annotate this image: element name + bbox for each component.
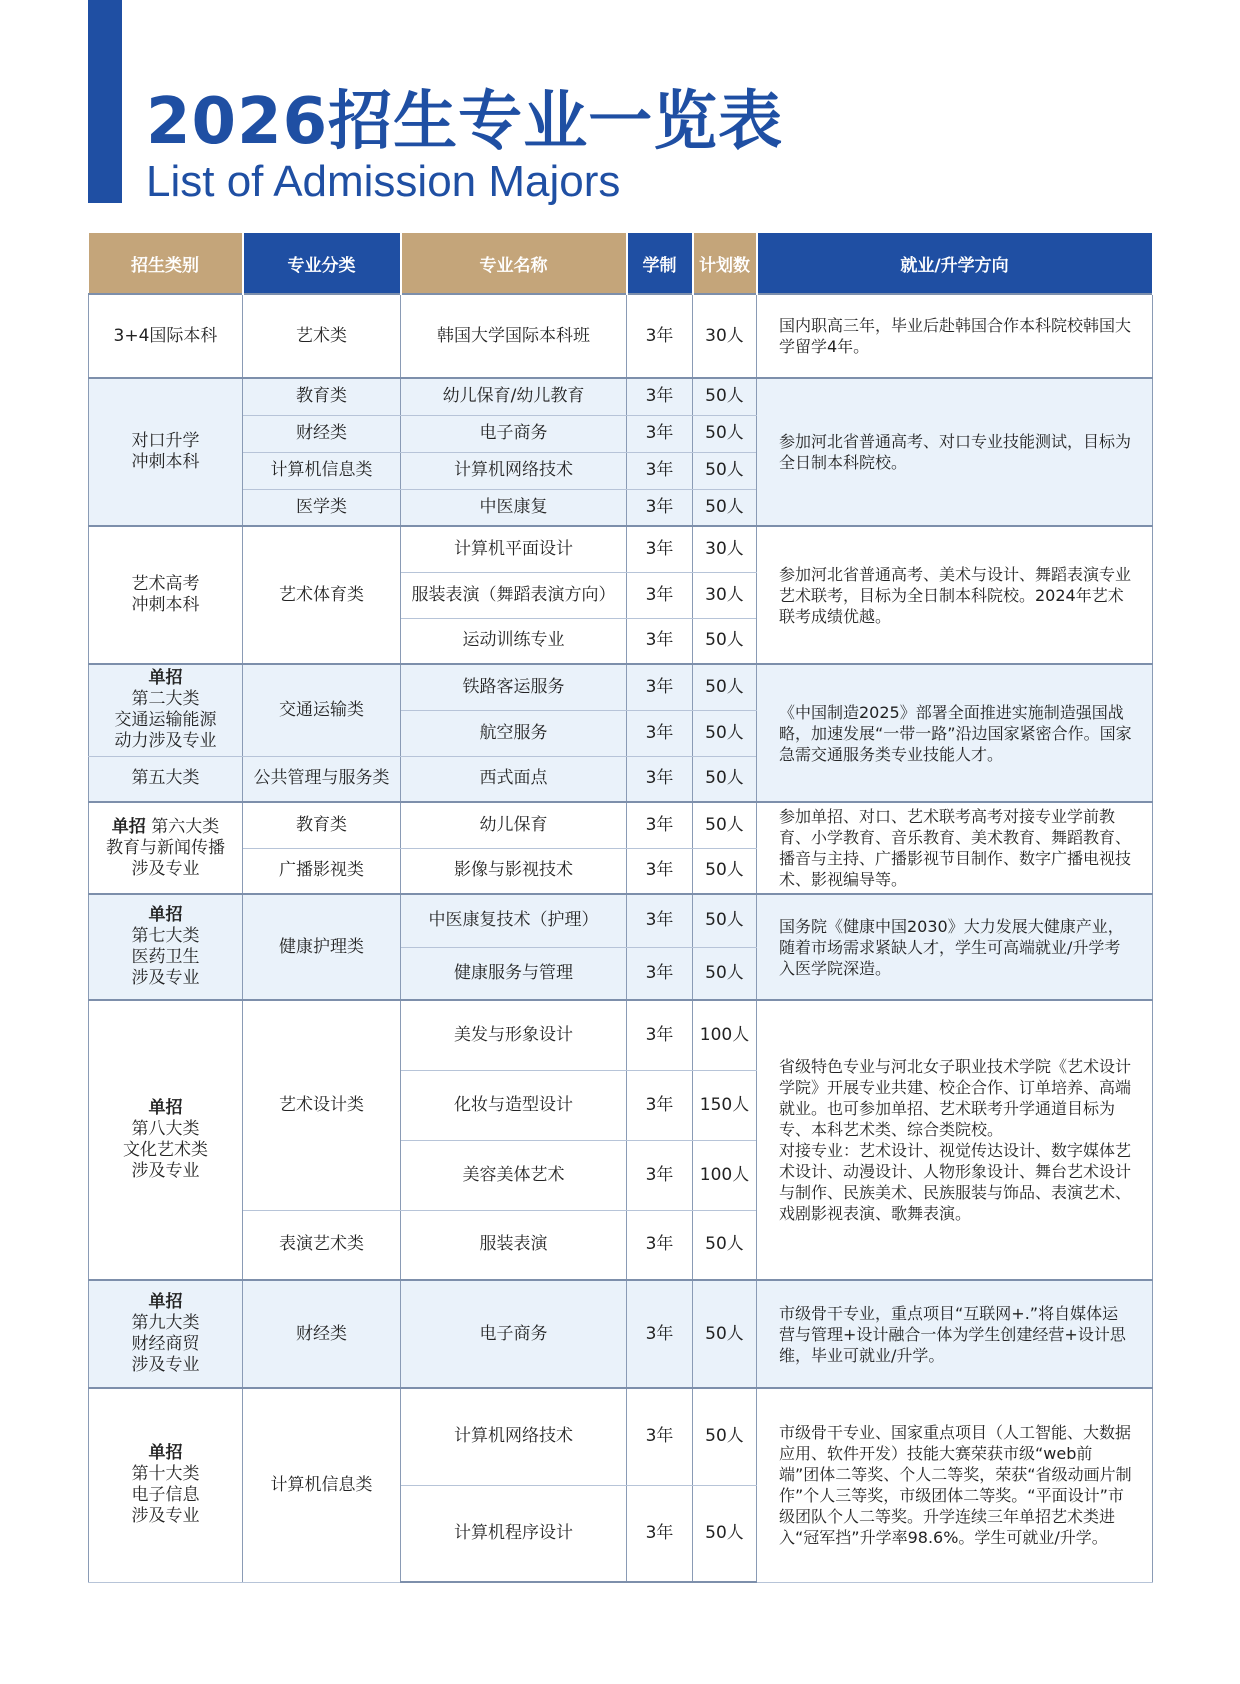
class-cell: 公共管理与服务类 <box>243 756 401 802</box>
header-category: 招生类别 <box>89 233 243 294</box>
category-text: 涉及专业 <box>131 1161 200 1181</box>
plan-cell: 50人 <box>693 802 757 848</box>
class-cell: 计算机信息类 <box>243 1388 401 1582</box>
class-cell: 教育类 <box>243 378 401 415</box>
header-classification: 专业分类 <box>243 233 401 294</box>
category-text: 对口升学 <box>131 431 200 451</box>
category-text: 冲刺本科 <box>131 452 200 472</box>
category-cell <box>89 664 243 756</box>
table-row <box>89 802 1153 848</box>
major-name-cell: 电子商务 <box>401 415 627 452</box>
plan-cell: 50人 <box>693 710 757 756</box>
category-text: 涉及专业 <box>131 968 200 988</box>
category-cell <box>89 894 243 1000</box>
major-name-cell: 韩国大学国际本科班 <box>401 294 627 378</box>
category-text: 第十大类 <box>131 1464 200 1485</box>
table-row <box>89 1388 1153 1485</box>
plan-cell: 50人 <box>693 894 757 947</box>
class-cell: 艺术设计类 <box>243 1000 401 1210</box>
table-header-row <box>89 233 1153 294</box>
class-cell: 财经类 <box>243 1280 401 1388</box>
plan-cell: 30人 <box>693 526 757 572</box>
duration-cell: 3年 <box>627 526 693 572</box>
plan-cell: 50人 <box>693 1210 757 1280</box>
plan-cell: 50人 <box>693 452 757 489</box>
header-duration: 学制 <box>627 233 693 294</box>
category-cell <box>89 294 243 378</box>
plan-cell: 50人 <box>693 1388 757 1485</box>
major-name-cell: 幼儿保育 <box>401 802 627 848</box>
header-plan: 计划数 <box>693 233 757 294</box>
duration-cell: 3年 <box>627 1210 693 1280</box>
table-row <box>89 664 1153 710</box>
category-text: 医药卫生 <box>131 947 200 967</box>
page-title: 2026招生专业一览表 <box>146 85 784 159</box>
duration-cell: 3年 <box>627 756 693 802</box>
category-text: 动力涉及专业 <box>114 731 217 752</box>
duration-cell: 3年 <box>627 415 693 452</box>
plan-cell: 150人 <box>693 1070 757 1140</box>
direction-cell: 参加河北省普通高考、对口专业技能测试，目标为全日制本科院校。 <box>757 378 1153 526</box>
category-text: 3+4国际本科 <box>113 325 218 346</box>
category-tag: 单招 <box>148 905 183 925</box>
duration-cell: 3年 <box>627 947 693 1000</box>
major-name-cell: 化妆与造型设计 <box>401 1070 627 1140</box>
category-tag: 单招 <box>148 1443 183 1464</box>
class-cell: 广播影视类 <box>243 848 401 894</box>
direction-cell: 国务院《健康中国2030》大力发展大健康产业，随着市场需求紧缺人才，学生可高端就业/升学考入医学院深造。 <box>757 894 1153 1000</box>
admission-majors-table <box>88 233 1154 1583</box>
major-name-cell: 美发与形象设计 <box>401 1000 627 1070</box>
major-name-cell: 计算机平面设计 <box>401 526 627 572</box>
category-cell <box>89 526 243 664</box>
major-name-cell: 西式面点 <box>401 756 627 802</box>
category-cell <box>89 378 243 526</box>
category-tag: 单招 <box>148 1292 183 1312</box>
category-text: 第九大类 <box>131 1313 200 1333</box>
class-cell: 表演艺术类 <box>243 1210 401 1280</box>
major-name-cell: 计算机程序设计 <box>401 1485 627 1582</box>
category-text: 涉及专业 <box>131 1355 200 1375</box>
duration-cell: 3年 <box>627 572 693 618</box>
category-tag: 单招 <box>148 1098 183 1118</box>
class-cell: 医学类 <box>243 489 401 526</box>
plan-cell: 50人 <box>693 1485 757 1582</box>
major-name-cell: 计算机网络技术 <box>401 1388 627 1485</box>
plan-cell: 50人 <box>693 848 757 894</box>
duration-cell: 3年 <box>627 378 693 415</box>
class-cell: 交通运输类 <box>243 664 401 756</box>
duration-cell: 3年 <box>627 710 693 756</box>
table-row <box>89 378 1153 415</box>
category-text: 冲刺本科 <box>131 595 200 615</box>
direction-cell: 国内职高三年，毕业后赴韩国合作本科院校韩国大学留学4年。 <box>757 294 1153 378</box>
class-cell: 财经类 <box>243 415 401 452</box>
class-cell: 艺术类 <box>243 294 401 378</box>
plan-cell: 100人 <box>693 1140 757 1210</box>
direction-cell: 市级骨干专业，重点项目“互联网+.”将自媒体运营与管理+设计融合一体为学生创建经营+设计思维，毕业可就业/升学。 <box>757 1280 1153 1388</box>
major-name-cell: 影像与影视技术 <box>401 848 627 894</box>
plan-cell: 50人 <box>693 756 757 802</box>
major-name-cell: 服装表演 <box>401 1210 627 1280</box>
duration-cell: 3年 <box>627 894 693 947</box>
category-tag: 单招 <box>148 668 183 689</box>
category-text: 文化艺术类 <box>123 1140 208 1160</box>
category-cell <box>89 1388 243 1582</box>
header-major-name: 专业名称 <box>401 233 627 294</box>
major-name-cell: 美容美体艺术 <box>401 1140 627 1210</box>
header-direction: 就业/升学方向 <box>757 233 1153 294</box>
plan-cell: 50人 <box>693 1280 757 1388</box>
major-name-cell: 幼儿保育/幼儿教育 <box>401 378 627 415</box>
direction-cell: 参加河北省普通高考、美术与设计、舞蹈表演专业艺术联考，目标为全日制本科院校。2024年艺术联考成绩优越。 <box>757 526 1153 664</box>
major-name-cell: 运动训练专业 <box>401 618 627 664</box>
table-row <box>89 294 1153 378</box>
plan-cell: 50人 <box>693 618 757 664</box>
category-text: 艺术高考 <box>131 574 200 594</box>
plan-cell: 50人 <box>693 489 757 526</box>
class-cell: 计算机信息类 <box>243 452 401 489</box>
table-row <box>89 894 1153 947</box>
major-name-cell: 中医康复 <box>401 489 627 526</box>
category-text: 电子信息 <box>131 1485 200 1506</box>
page-subtitle: List of Admission Majors <box>146 157 621 206</box>
category-cell <box>89 1280 243 1388</box>
major-name-cell: 中医康复技术（护理） <box>401 894 627 947</box>
category-text: 交通运输能源 <box>114 710 217 731</box>
plan-cell: 30人 <box>693 572 757 618</box>
duration-cell: 3年 <box>627 1485 693 1582</box>
plan-cell: 30人 <box>693 294 757 378</box>
accent-bar <box>88 0 122 203</box>
plan-cell: 50人 <box>693 378 757 415</box>
duration-cell: 3年 <box>627 848 693 894</box>
class-cell: 艺术体育类 <box>243 526 401 664</box>
direction-text: 省级特色专业与河北女子职业技术学院《艺术设计学院》开展专业共建、校企合作、订单培养、高端就业。也可参加单招、艺术联考升学通道目标为专、本科艺术类、综合类院校。 <box>779 1057 1132 1139</box>
plan-cell: 100人 <box>693 1000 757 1070</box>
duration-cell: 3年 <box>627 1000 693 1070</box>
major-name-cell: 计算机网络技术 <box>401 452 627 489</box>
category-text: 教育与新闻传播 <box>106 837 225 858</box>
duration-cell: 3年 <box>627 802 693 848</box>
class-cell: 教育类 <box>243 802 401 848</box>
category-text: 涉及专业 <box>131 1506 200 1527</box>
major-name-cell: 航空服务 <box>401 710 627 756</box>
duration-cell: 3年 <box>627 452 693 489</box>
category-cell <box>89 1000 243 1280</box>
duration-cell: 3年 <box>627 1280 693 1388</box>
direction-text: 对接专业：艺术设计、视觉传达设计、数字媒体艺术设计、动漫设计、人物形象设计、舞台艺术设计与制作、民族美术、民族服装与饰品、表演艺术、戏剧影视表演、歌舞表演。 <box>779 1141 1132 1223</box>
plan-cell: 50人 <box>693 664 757 710</box>
category-text: 涉及专业 <box>131 858 200 879</box>
duration-cell: 3年 <box>627 664 693 710</box>
category-text: 第二大类 <box>131 689 200 710</box>
category-text: 第七大类 <box>131 926 200 946</box>
direction-cell: 《中国制造2025》部署全面推进实施制造强国战略，加速发展“一带一路”沿边国家紧密合作。国家急需交通服务类专业技能人才。 <box>757 664 1153 802</box>
table-row <box>89 1000 1153 1070</box>
major-name-cell: 服装表演（舞蹈表演方向） <box>401 572 627 618</box>
category-text: 第六大类 <box>151 816 220 837</box>
plan-cell: 50人 <box>693 947 757 1000</box>
category-text: 财经商贸 <box>131 1334 200 1354</box>
major-name-cell: 健康服务与管理 <box>401 947 627 1000</box>
category-cell: 第五大类 <box>89 756 243 802</box>
duration-cell: 3年 <box>627 489 693 526</box>
category-cell <box>89 802 243 894</box>
duration-cell: 3年 <box>627 618 693 664</box>
duration-cell: 3年 <box>627 1140 693 1210</box>
direction-cell <box>757 1000 1153 1280</box>
duration-cell: 3年 <box>627 294 693 378</box>
direction-cell: 参加单招、对口、艺术联考高考对接专业学前教育、小学教育、音乐教育、美术教育、舞蹈教育、播音与主持、广播影视节目制作、数字广播电视技术、影视编导等。 <box>757 802 1153 894</box>
plan-cell: 50人 <box>693 415 757 452</box>
table-row <box>89 1280 1153 1388</box>
category-tag: 单招 <box>111 816 146 837</box>
table-row <box>89 526 1153 572</box>
duration-cell: 3年 <box>627 1388 693 1485</box>
major-name-cell: 电子商务 <box>401 1280 627 1388</box>
class-cell: 健康护理类 <box>243 894 401 1000</box>
duration-cell: 3年 <box>627 1070 693 1140</box>
major-name-cell: 铁路客运服务 <box>401 664 627 710</box>
direction-cell: 市级骨干专业、国家重点项目（人工智能、大数据应用、软件开发）技能大赛荣获市级“web前端”团体二等奖、个人二等奖，荣获“省级动画片制作”个人三等奖，市级团体二等奖。“平面设计”市级团队个人二等奖。升学连续三年单招艺术类进入“冠军挡”升学率98.6%。学生可就业/升学。 <box>757 1388 1153 1582</box>
category-text: 第八大类 <box>131 1119 200 1139</box>
